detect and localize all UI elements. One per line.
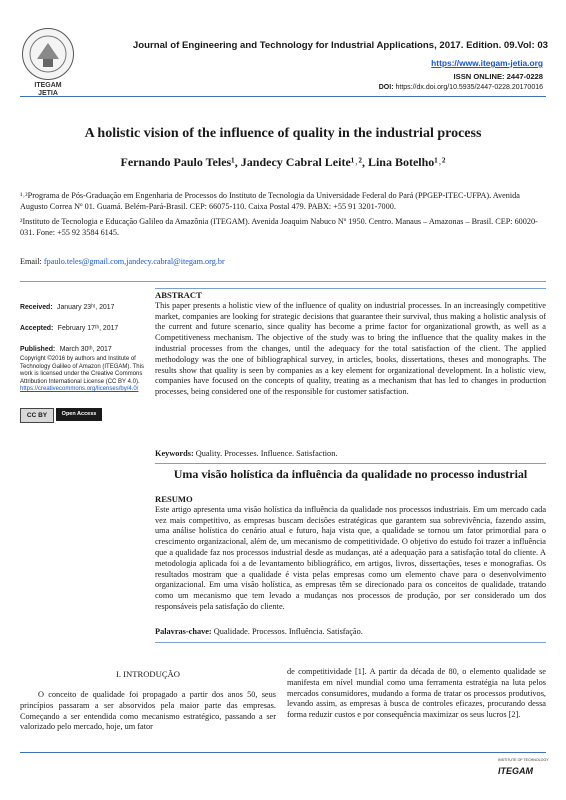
authors: Fernando Paulo Teles¹, Jandecy Cabral Leite¹˒², Lina Botelho¹˒² xyxy=(120,155,446,169)
paper-title: A holistic vision of the influence of quality in the industrial process xyxy=(84,126,482,141)
email-line: Email: fpaulo.teles@gmail.com,jandecy.cabral@itegam.org.br xyxy=(20,257,225,266)
journal-logo-icon xyxy=(22,28,74,80)
abstract-heading: ABSTRACT xyxy=(155,290,202,300)
body-column-1: O conceito de qualidade foi propagado a partir dos anos 50, seus princípios passaram a ser absorvidos pela maior parte das empresas. Começando a ser entendida como mecanismo estratégico, passando a ser valorizado pelo mercado, hoje, um fator xyxy=(20,690,276,732)
palavras-chave-line: Palavras-chave: Qualidade. Processos. Influência. Satisfação. xyxy=(155,627,363,636)
received-date: Received: January 23ʰᵗ, 2017 xyxy=(20,304,115,311)
header-rule xyxy=(20,96,546,97)
doi: DOI: https://dx.doi.org/10.5935/2447-0228.20170016 xyxy=(378,84,543,91)
journal-url-link[interactable]: https://www.itegam-jetia.org xyxy=(431,58,543,68)
portuguese-title: Uma visão holística da influência da qualidade no processo industrial xyxy=(173,467,528,481)
abstract-text: This paper presents a holistic view of the influence of quality on industrial processes. In an increasingly competitive market, companies are looking for strategic decisions that guarantee their survival, thus making a holistic analysis of the current and future scenario, since quality has become a prime factor for organizational growth, as well as a Competitiveness mechanism. The objective of the study was to bring the influence that the quality makes in the industrial processes from the changes, until the adequacy for the total satisfaction of the client. The applied methodology was the one of bibliographical survey, in articles, books, dissertations, theses and monographs. The results show that quality is seen by companies as a key element for organizational development. In a holistic view, companies have focused on the concepts of quality, treating as a mechanism that has led to changes in production processes, being considered one of the responsible for customer satisfaction. xyxy=(155,300,546,397)
copyright-notice: Copyright ©2016 by authors and Institute of Technology Galileo of Amazon (ITEGAM). This work is licensed under the Creative Commons Attribution International License (CC BY 4.0). https://creativecommons.org/licenses/by/4.0/ xyxy=(20,356,144,393)
affiliation-1: ¹˒²Programa de Pós-Graduação em Engenharia de Processos do Instituto de Tecnologia da Universidade Federal do Pará (PPGEP-ITEC-UFPA). Avenida Augusto Correa Nº 01. Guamá. Belém-Pará-Brasil. CEP: 66075-110. Caixa Postal 479. PABX: +55 91 3201-7000. xyxy=(20,191,520,211)
published-date: Published: March 30ᵗʰ, 2017 xyxy=(20,346,112,353)
accepted-date: Accepted: February 17ᵗʰ, 2017 xyxy=(20,325,119,332)
footer-rule xyxy=(20,752,546,753)
resumo-rule xyxy=(155,642,546,643)
resumo-section xyxy=(155,494,546,613)
abstract-section xyxy=(155,290,546,398)
resumo-text: Este artigo apresenta uma visão holística da influência da qualidade nos processos industriais. Em um mercado cada vez mais competitivo, as empresas buscam decisões estratégicas que garantem sua sobrevivência, fazendo assim, uma análise holística do cenário atual e futuro, haja vista que, a qualidade se tornou um fator primordial para o crescimento organizacional, além de, um mecanismo de competitividade. O objetivo do estudo foi trazer a influência que a qualidade faz nos processos industrial desde as mudanças, até a adequação para a satisfação total do cliente. A metodologia aplicada foi a de levantamento bibliográfico, em artigos, livros, dissertações, teses e monografias. Os resultados mostram que a qualidade é vista pelas empresas como um elemento chave para o desenvolvimento organizacional. Em uma visão holística, as empresas têm se direcionado para os conceitos de qualidade, tratando como um mecanismo que tem levado a mudanças nos processos de produção, por ser considerado um dos responsáveis pela satisfação do cliente. xyxy=(155,504,546,611)
keywords-rule xyxy=(155,463,546,464)
issn: ISSN ONLINE: 2447-0228 xyxy=(453,72,543,81)
footer-logo-caption: INSTITUTE OF TECHNOLOGY xyxy=(498,758,549,762)
resumo-heading: RESUMO xyxy=(155,494,193,504)
section-heading-introducao: I. INTRODUÇÃO xyxy=(116,669,180,679)
license-link[interactable]: https://creativecommons.org/licenses/by/4.0/ xyxy=(20,386,139,393)
journal-title: Journal of Engineering and Technology for Industrial Applications, 2017. Edition. 09.Vol: 03 xyxy=(132,40,548,51)
email-link[interactable]: fpaulo.teles@gmail.com,jandecy.cabral@itegam.org.br xyxy=(43,257,225,266)
abstract-rule xyxy=(155,288,546,289)
cc-license-badge[interactable]: CC BY xyxy=(20,408,54,423)
body-column-2: de competitividade [1]. A partir da década de 80, o elemento qualidade se manifesta em nível mundial como uma ferramenta estratégia na luta pelos mercados consumidores, mudando a forma de tratar os processos produtivos, levando assim, as empresas à busca de controles eficazes, procurando dessa forma reduzir custos e por consequência maximizar os seus lucros [2]. xyxy=(287,667,546,720)
keywords-line: Keywords: Quality. Processes. Influence. Satisfaction. xyxy=(155,449,338,458)
footer-logo: ITEGAM xyxy=(498,766,533,776)
affiliation-2: ²Instituto de Tecnologia e Educação Galileo da Amazônia (ITEGAM). Avenida Joaquim Nabuco Nº 1950. Centro. Manaus – Amazonas – Brasil. CEP: 60020-031. Fone: +55 92 3584 6145. xyxy=(20,217,538,237)
open-access-badge: Open Access xyxy=(56,408,102,421)
divider xyxy=(20,281,546,282)
logo-text: ITEGAM JETIA xyxy=(34,82,62,97)
